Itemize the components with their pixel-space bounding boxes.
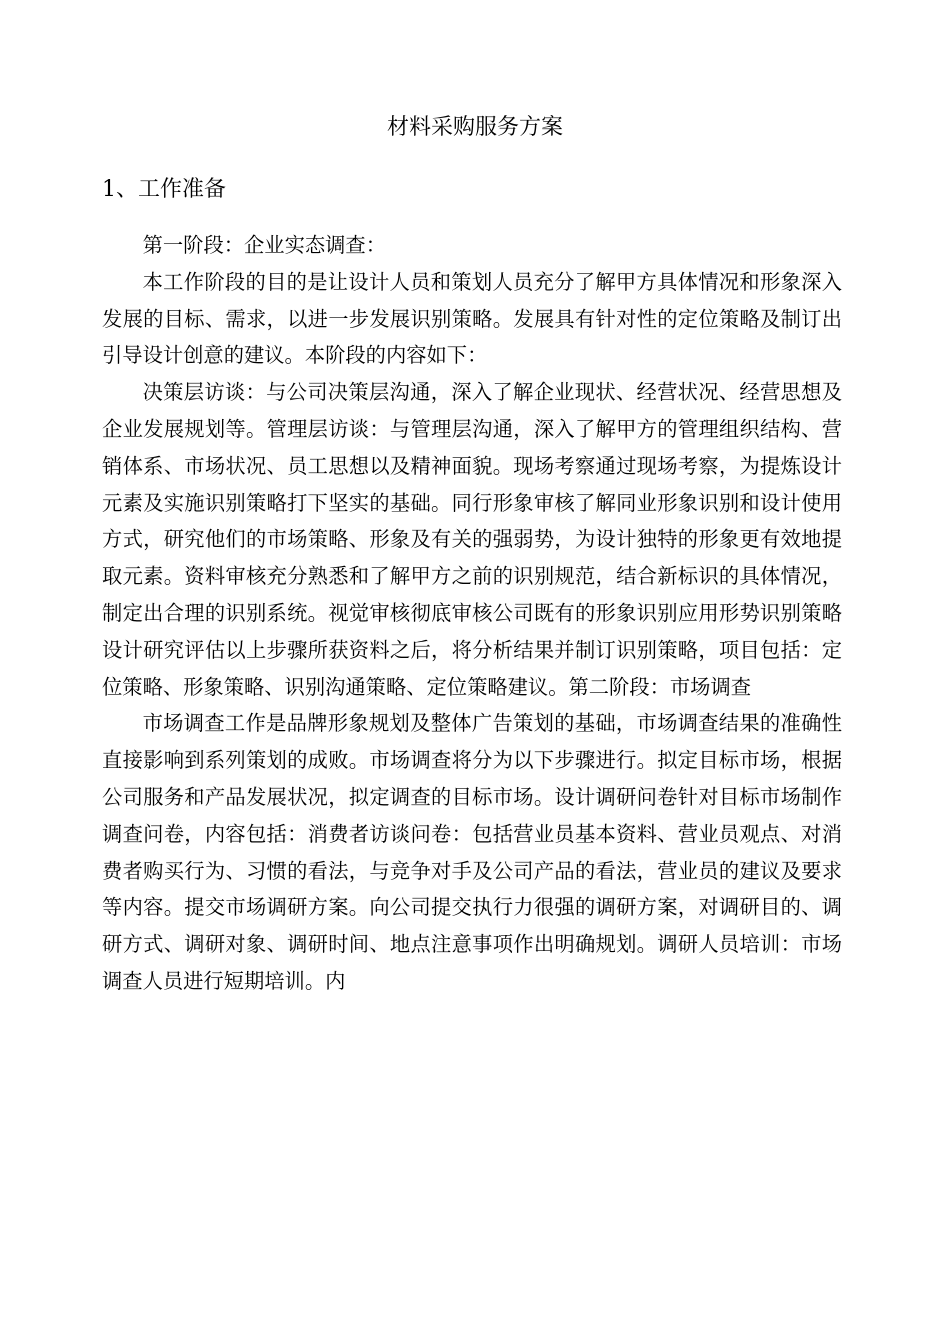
paragraph-purpose: 本工作阶段的目的是让设计人员和策划人员充分了解甲方具体情况和形象深入发展的目标、需求，以进一步发展识别策略。发展具有针对性的定位策略及制订出引导设计创意的建议。本阶段的内容如下： xyxy=(102,269,842,368)
paragraph-interviews: 决策层访谈：与公司决策层沟通，深入了解企业现状、经营状况、经营思想及企业发展规划等。管理层访谈：与管理层沟通，深入了解甲方的管理组织结构、营销体系、市场状况、员工思想以及精神面貌。现场考察通过现场考察，为提炼设计元素及实施识别策略打下坚实的基础。同行形象审核了解同业形象识别和设计使用方式，研究他们的市场策略、形象及有关的强弱势，为设计独特的形象更有效地提取元素。资料审核充分熟悉和了解甲方之前的识别规范，结合新标识的具体情况，制定出合理的识别系统。视觉审核彻底审核公司既有的形象识别应用形势识别策略设计研究评估以上步骤所获资料之后，将分析结果并制订识别策略，项目包括：定位策略、形象策略、识别沟通策略、定位策略建议。第二阶段：市场调查 xyxy=(102,380,842,699)
paragraph-market-research: 市场调查工作是品牌形象规划及整体广告策划的基础，市场调查结果的准确性直接影响到系列策划的成败。市场调查将分为以下步骤进行。拟定目标市场，根据公司服务和产品发展状况，拟定调查的目标市场。设计调研问卷针对目标市场制作调查问卷，内容包括：消费者访谈问卷：包括营业员基本资料、营业员观点、对消费者购买行为、习惯的看法，与竞争对手及公司产品的看法，营业员的建议及要求等内容。提交市场调研方案。向公司提交执行力很强的调研方案，对调研目的、调研方式、调研对象、调研时间、地点注意事项作出明确规划。调研人员培训：市场调查人员进行短期培训。内 xyxy=(102,711,842,993)
section-heading: 1、工作准备 xyxy=(102,177,226,202)
document-title: 材料采购服务方案 xyxy=(386,115,563,140)
body-text xyxy=(102,227,842,1000)
paragraph-stage-one: 第一阶段：企业实态调查： xyxy=(142,233,386,257)
